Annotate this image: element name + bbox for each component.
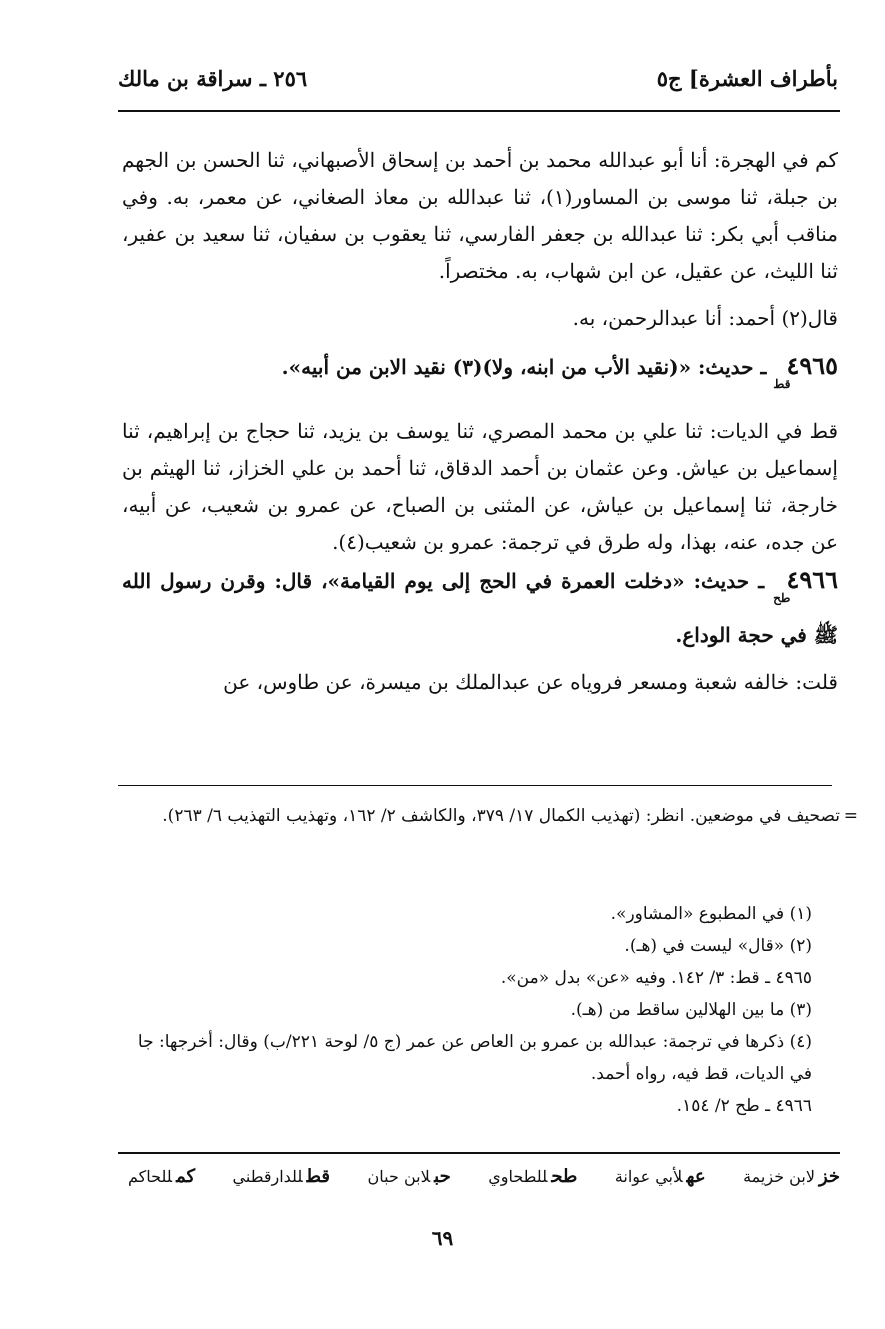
spacer bbox=[122, 654, 838, 664]
spacer bbox=[122, 290, 838, 300]
paragraph-2: قال(٢) أحمد: أنا عبدالرحمن، به. bbox=[572, 306, 838, 330]
paragraph-1: كم في الهجرة: أنا أبو عبدالله محمد بن أحمد بن إسحاق الأصبهاني، ثنا الحسن بن الجهم بن جبلة، ثنا موسى بن المساور(١)، ثنا عبدالله بن معاذ الصغاني، عن معمر، به. وفي مناقب أبي بكر: ثنا عبدالله بن جعفر الفارسي، ثنا يعقوب بن سفيان، ثنا سعيد بن عفير، ثنا الليث، عن عقيل، عن ابن شهاب، به. مختصراً. bbox=[122, 148, 838, 283]
hadith-number: ٤٩٦٥ bbox=[786, 351, 838, 380]
footnotes-list bbox=[122, 898, 812, 1122]
abbreviations-legend bbox=[128, 1166, 840, 1187]
page-number: ٦٩ bbox=[431, 1226, 454, 1250]
hadith-text: ـ حديث: «دخلت العمرة في الحج إلى يوم القيامة»، قال: وقرن رسول الله ﷺ في حجة الوداع. bbox=[122, 569, 838, 647]
hadith-heading-4966 bbox=[122, 561, 838, 654]
spacer bbox=[122, 337, 838, 347]
header-volume-title: بأطراف العشرة] ج٥ bbox=[656, 65, 838, 91]
footnote-rule bbox=[118, 785, 832, 786]
running-header bbox=[118, 58, 838, 98]
continuation-text: تصحيف في موضعين. انظر: (تهذيب الكمال ١٧/ ٣٧٩، والكاشف ٢/ ١٦٢، وتهذيب التهذيب ٦/ ٢٦٣). bbox=[162, 806, 840, 826]
footnote-item: (٤) ذكرها في ترجمة: عبدالله بن عمرو بن العاص عن عمر (ج ٥/ لوحة ٢٢١/ب) وقال: أخرجها: جا في الديات، قط فيه، رواه أحمد. bbox=[137, 1032, 812, 1084]
footnote-item: ٤٩٦٦ ـ طح ٢/ ١٥٤. bbox=[676, 1096, 812, 1116]
header-chapter-title: ٢٥٦ ـ سراقة بن مالك bbox=[118, 65, 308, 91]
hadith-source-sigla: قط bbox=[773, 377, 791, 391]
footnote-item: (١) في المطبوع «المشاور». bbox=[610, 904, 812, 924]
abbr-item: كمللحاكم bbox=[128, 1166, 196, 1187]
abbr-item: قطللدارقطني bbox=[232, 1166, 331, 1187]
paragraph-4: قلت: خالفه شعبة ومسعر فروياه عن عبدالملك بن ميسرة، عن طاوس، عن bbox=[223, 670, 838, 694]
abbr-item: حبلابن حبان bbox=[367, 1166, 451, 1187]
abbr-item: طحللطحاوي bbox=[488, 1166, 578, 1187]
hadith-heading-4965 bbox=[122, 347, 838, 403]
main-text bbox=[122, 142, 838, 701]
footnote-continuation bbox=[122, 800, 858, 832]
header-rule bbox=[118, 110, 840, 112]
continuation-mark: = bbox=[843, 806, 858, 826]
abbreviations-rule bbox=[118, 1152, 840, 1154]
footnote-item: (٢) «قال» ليست في (هـ). bbox=[624, 936, 812, 956]
hadith-source-sigla: طح bbox=[773, 591, 791, 605]
abbr-item: عهلأبي عوانة bbox=[614, 1166, 706, 1187]
footnote-item: ٤٩٦٥ ـ قط: ٣/ ١٤٢. وفيه «عن» بدل «من». bbox=[500, 968, 812, 988]
hadith-text: ـ حديث: «(نقيد الأب من ابنه، ولا)(٣) نقيد الابن من أبيه». bbox=[281, 355, 767, 379]
abbr-item: خزلابن خزيمة bbox=[743, 1166, 840, 1187]
hadith-number: ٤٩٦٦ bbox=[786, 565, 839, 594]
spacer bbox=[122, 403, 838, 413]
footnote-item: (٣) ما بين الهلالين ساقط من (هـ). bbox=[570, 1000, 812, 1020]
paragraph-3: قط في الديات: ثنا علي بن محمد المصري، ثنا يوسف بن يزيد، ثنا حجاج بن إبراهيم، ثنا إسماعيل بن عياش. وعن عثمان بن أحمد الدقاق، ثنا أحمد بن علي الخزاز، ثنا الهيثم بن خارجة، ثنا إسماعيل بن عياش، عن المثنى بن الصباح، عن عمرو بن شعيب، عن أبيه، عن جده، عنه، بهذا، وله طرق في ترجمة: عمرو بن شعيب(٤). bbox=[122, 419, 838, 554]
